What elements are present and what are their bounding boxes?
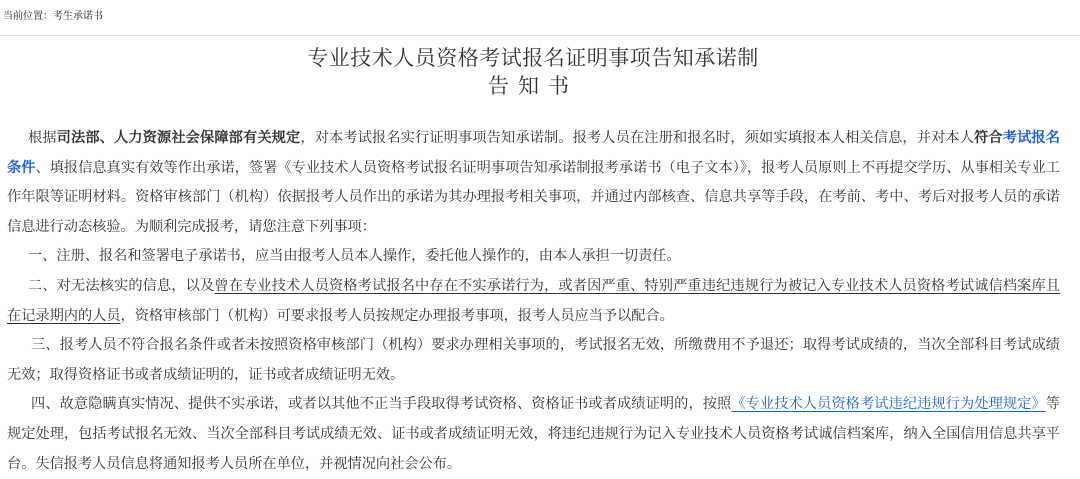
- paragraph-item-1: [7, 242, 1060, 272]
- notice-body: [7, 124, 1060, 479]
- item-2-underlined-text: 曾在专业技术人员资格考试报名中存在不实承诺行为，或者因严重、特别严重违纪违规行为被记入专业技术人员资格考试诚信档案库且在记录期内的人员: [7, 277, 1060, 324]
- intro-text-3: 、填报信息真实有效等作出承诺，签署《专业技术人员资格考试报名证明事项告知承诺制报考承诺书（电子文本）》，报考人员原则上不再提交学历、从事相关专业工作年限等证明材料。资格审核部门（机构）依据报考人员作出的承诺为其办理报考相关事项，并通过内部核查、信息共享等手段，在考前、考中、考后对报考人员的承诺信息进行动态核验。为顺利完成报考，请您注意下列事项：: [7, 159, 1060, 235]
- intro-regulation-bold: 司法部、人力资源社会保障部有关规定: [56, 130, 301, 146]
- exam-conditions-link[interactable]: 考试报名条件: [7, 130, 1060, 176]
- paragraph-item-2: [7, 272, 1060, 331]
- item-4-text-2: 等规定处理，包括考试报名无效、当次全部科目考试成绩无效、证书或者成绩证明无效，将违纪违规行为记入专业技术人员资格考试诚信档案库，纳入全国信用信息共享平台。失信报考人员信息将通知报考人员所在单位，并视情况向社会公布。: [7, 396, 1060, 472]
- item-3-text: 三、报考人员不符合报名条件或者未按照资格审核部门（机构）要求办理相关事项的，考试报名无效，所缴费用不予退还；取得考试成绩的，当次全部科目考试成绩无效；取得资格证书或者成绩证明的，证书或者成绩证明无效。: [7, 337, 1060, 383]
- intro-conform-bold: 符合: [974, 130, 1003, 146]
- breadcrumb-text: 当前位置：考生承诺书: [3, 11, 103, 22]
- title-line-2: 告知书: [488, 74, 578, 98]
- item-4-text-1: 四、故意隐瞒真实情况、提供不实承诺，或者以其他不正当手段取得考试资格、资格证书或者成绩证明的，按照: [31, 396, 732, 413]
- page-title: [0, 44, 1066, 100]
- intro-text-2: ，对本考试报名实行证明事项告知承诺制。报考人员在注册和报名时，须如实填报本人相关信息，并对本人: [300, 130, 975, 146]
- paragraph-item-4: [7, 390, 1060, 479]
- breadcrumb: [0, 0, 1080, 36]
- item-2-text-2: ，资格审核部门（机构）可要求报考人员按规定办理报考事项，报考人员应当予以配合。: [120, 307, 674, 324]
- item-2-text-1: 二、对无法核实的信息，以及: [28, 277, 215, 294]
- intro-text-1: 根据: [28, 130, 57, 146]
- item-1-text: 一、注册、报名和签署电子承诺书，应当由报考人员本人操作，委托他人操作的，由本人承担一切责任。: [28, 248, 681, 265]
- violation-rules-link[interactable]: 《专业技术人员资格考试违纪违规行为处理规定》: [731, 396, 1046, 413]
- paragraph-item-3: [7, 331, 1060, 390]
- paragraph-intro: [7, 124, 1060, 242]
- title-line-1: 专业技术人员资格考试报名证明事项告知承诺制: [307, 46, 759, 70]
